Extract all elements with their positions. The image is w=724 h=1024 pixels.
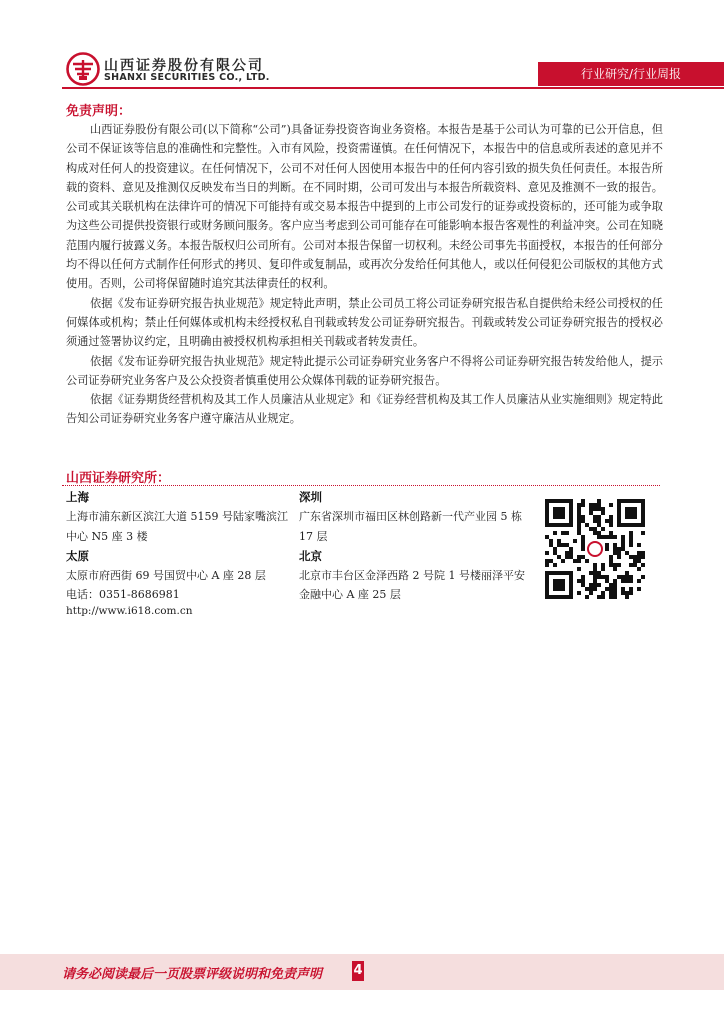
address-taiyuan: 太原市府西街 69 号国贸中心 A 座 28 层 bbox=[66, 568, 266, 582]
disclaimer-paragraph: 依据《发布证券研究报告执业规范》规定特此声明，禁止公司员工将公司证券研究报告私自提供给未经公司授权的任何媒体或机构；禁止任何媒体或机构未经授权私自刊载或转发公司证券研究报告。刊载或转发公司证券研究报告的授权必须通过签署协议约定，且明确由被授权机构承担相关刊载或者转发责任。 bbox=[66, 296, 663, 349]
phone-taiyuan: 电话：0351-8686981 bbox=[66, 588, 180, 602]
page-header bbox=[0, 0, 724, 90]
address-shanghai: 上海市浦东新区滨江大道 5159 号陆家嘴滨江中心 N5 座 3 楼 bbox=[66, 510, 288, 543]
contacts-right-column bbox=[299, 488, 527, 605]
page-number: 4 bbox=[352, 961, 364, 981]
disclaimer-title: 免责声明： bbox=[66, 104, 132, 119]
disclaimer-paragraph: 山西证券股份有限公司(以下简称“公司”)具备证券投资咨询业务资格。本报告是基于公司认为可靠的已公开信息，但公司不保证该等信息的准确性和完整性。入市有风险，投资需谨慎。在任何情况下，本报告中的信息或所表述的意见并不构成对任何人的投资建议。在任何情况下，公司不对任何人因使用本报告中的任何内容引致的损失负任何责任。本报告所载的资料、意见及推测仅反映发布当日的判断。在不同时期，公司可发出与本报告所载资料、意见及推测不一致的报告。公司或其关联机构在法律许可的情况下可能持有或交易本报告中提到的上市公司发行的证券或投资标的，还可能为或争取为这些公司提供投资银行或财务顾问服务。客户应当考虑到公司可能存在可能影响本报告客观性的利益冲突。公司在知晓范围内履行披露义务。本报告版权归公司所有。公司对本报告保留一切权利。未经公司事先书面授权，本报告的任何部分均不得以任何方式制作任何形式的拷贝、复印件或复制品，或再次分发给任何其他人，或以任何侵犯公司版权的其他方式使用。否则，公司将保留随时追究其法律责任的权利。 bbox=[66, 123, 663, 291]
city-shanghai: 上海 bbox=[66, 490, 89, 504]
qr-code-icon bbox=[543, 494, 647, 604]
contacts-title: 山西证券研究所： bbox=[66, 471, 171, 486]
company-name-cn: 山西证券股份有限公司 bbox=[104, 58, 264, 74]
company-logo-icon bbox=[66, 52, 100, 86]
address-shenzhen: 广东省深圳市福田区林创路新一代产业园 5 栋 17 层 bbox=[299, 510, 522, 543]
header-divider bbox=[62, 87, 724, 89]
report-category-tag: 行业研究/行业周报 bbox=[538, 62, 724, 86]
city-beijing: 北京 bbox=[299, 548, 322, 563]
company-name-en: SHANXI SECURITIES CO., LTD. bbox=[104, 72, 270, 83]
address-beijing: 北京市丰台区金泽西路 2 号院 1 号楼丽泽平安金融中心 A 座 25 层 bbox=[299, 568, 525, 602]
contacts-divider bbox=[62, 485, 660, 486]
city-shenzhen: 深圳 bbox=[299, 490, 322, 504]
contacts-left-column bbox=[66, 488, 294, 605]
disclaimer-paragraph: 依据《证券期货经营机构及其工作人员廉洁从业规定》和《证券经营机构及其工作人员廉洁从业实施细则》规定特此告知公司证券研究业务客户遵守廉洁从业规定。 bbox=[66, 393, 663, 426]
city-taiyuan: 太原 bbox=[66, 548, 89, 563]
disclaimer-paragraph: 依据《发布证券研究报告执业规范》规定特此提示公司证券研究业务客户不得将公司证券研究报告转发给他人，提示公司证券研究业务客户及公众投资者慎重使用公众媒体刊载的证券研究报告。 bbox=[66, 354, 663, 387]
footer-notice: 请务必阅读最后一页股票评级说明和免责声明 bbox=[62, 967, 323, 982]
disclaimer-body bbox=[66, 120, 663, 429]
website-link[interactable]: http://www.i618.com.cn bbox=[66, 605, 193, 617]
